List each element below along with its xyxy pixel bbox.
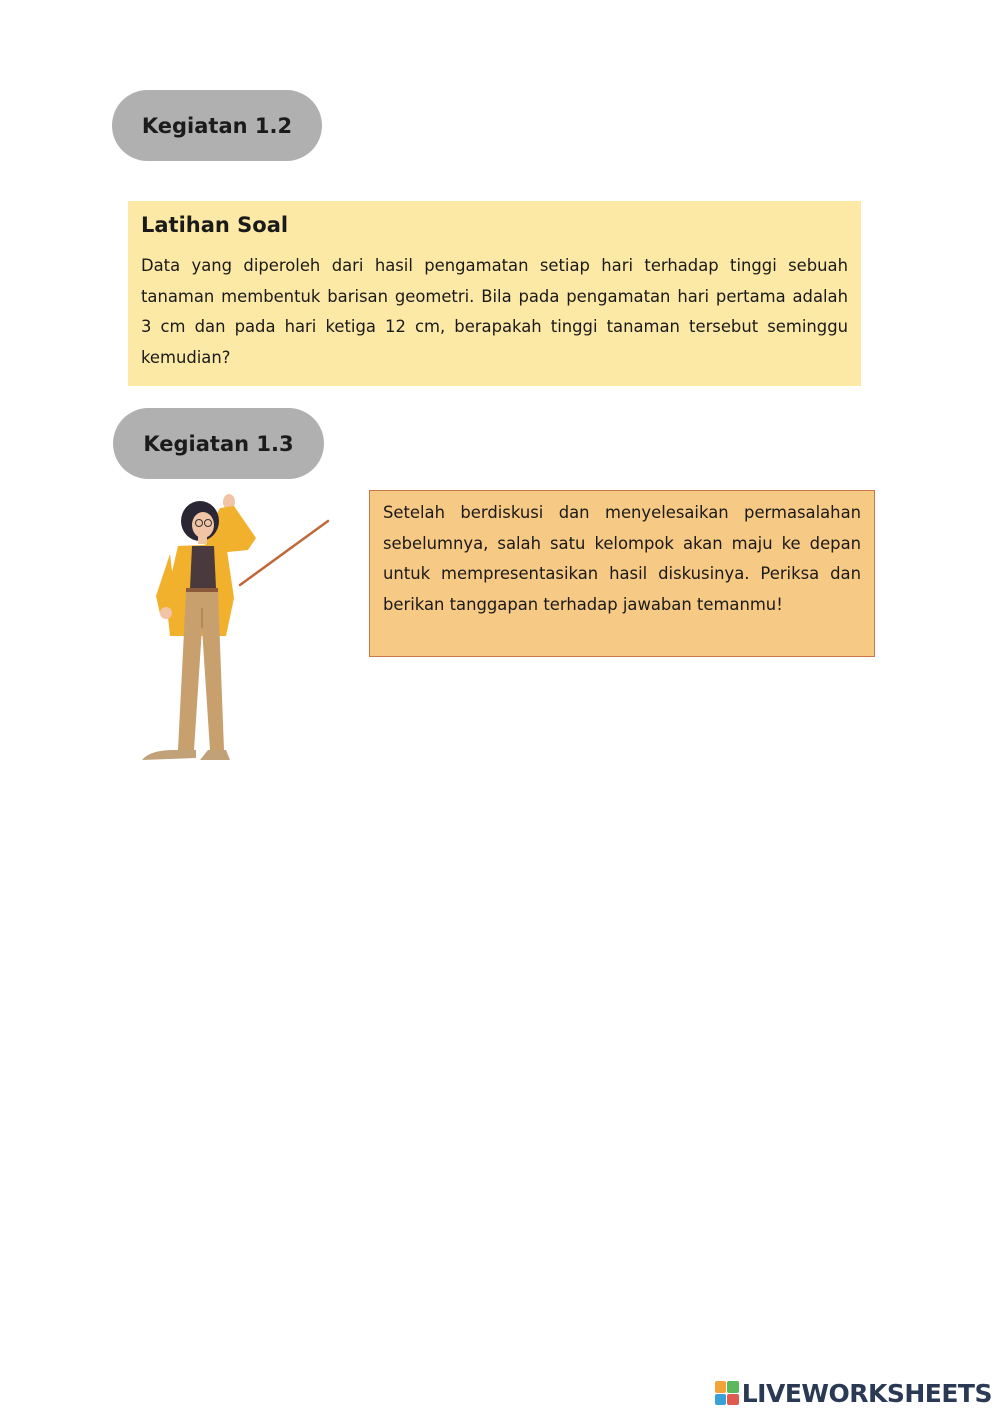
exercise-box <box>128 201 861 386</box>
logo-square <box>715 1394 727 1406</box>
logo-square <box>727 1381 739 1393</box>
discussion-box <box>369 490 875 657</box>
logo-square <box>727 1394 739 1406</box>
liveworksheets-logo-icon <box>715 1381 739 1405</box>
activity-label-1-2-text: Kegiatan 1.2 <box>141 113 293 138</box>
exercise-question: Data yang diperoleh dari hasil pengamatan setiap hari terhadap tinggi sebuah tanaman membentuk barisan geometri. Bila pada pengamatan hari pertama adalah 3 cm dan pada hari ketiga 12 cm, berapakah tinggi tanaman tersebut seminggu kemudian? <box>141 256 848 367</box>
exercise-title: Latihan Soal <box>141 213 289 237</box>
discussion-text: Setelah berdiskusi dan menyelesaikan permasalahan sebelumnya, salah satu kelompok akan maju ke depan untuk mempresentasikan hasil diskusinya. Periksa dan berikan tanggapan terhadap jawaban temanmu! <box>383 503 861 614</box>
activity-label-1-3 <box>113 408 324 479</box>
activity-label-1-3-text: Kegiatan 1.3 <box>143 431 294 456</box>
liveworksheets-brand <box>715 1378 992 1408</box>
logo-square <box>715 1381 727 1393</box>
activity-label-1-2 <box>112 90 322 161</box>
brand-name: LIVEWORKSHEETS <box>741 1378 992 1408</box>
teacher-pointing-icon <box>130 488 340 768</box>
